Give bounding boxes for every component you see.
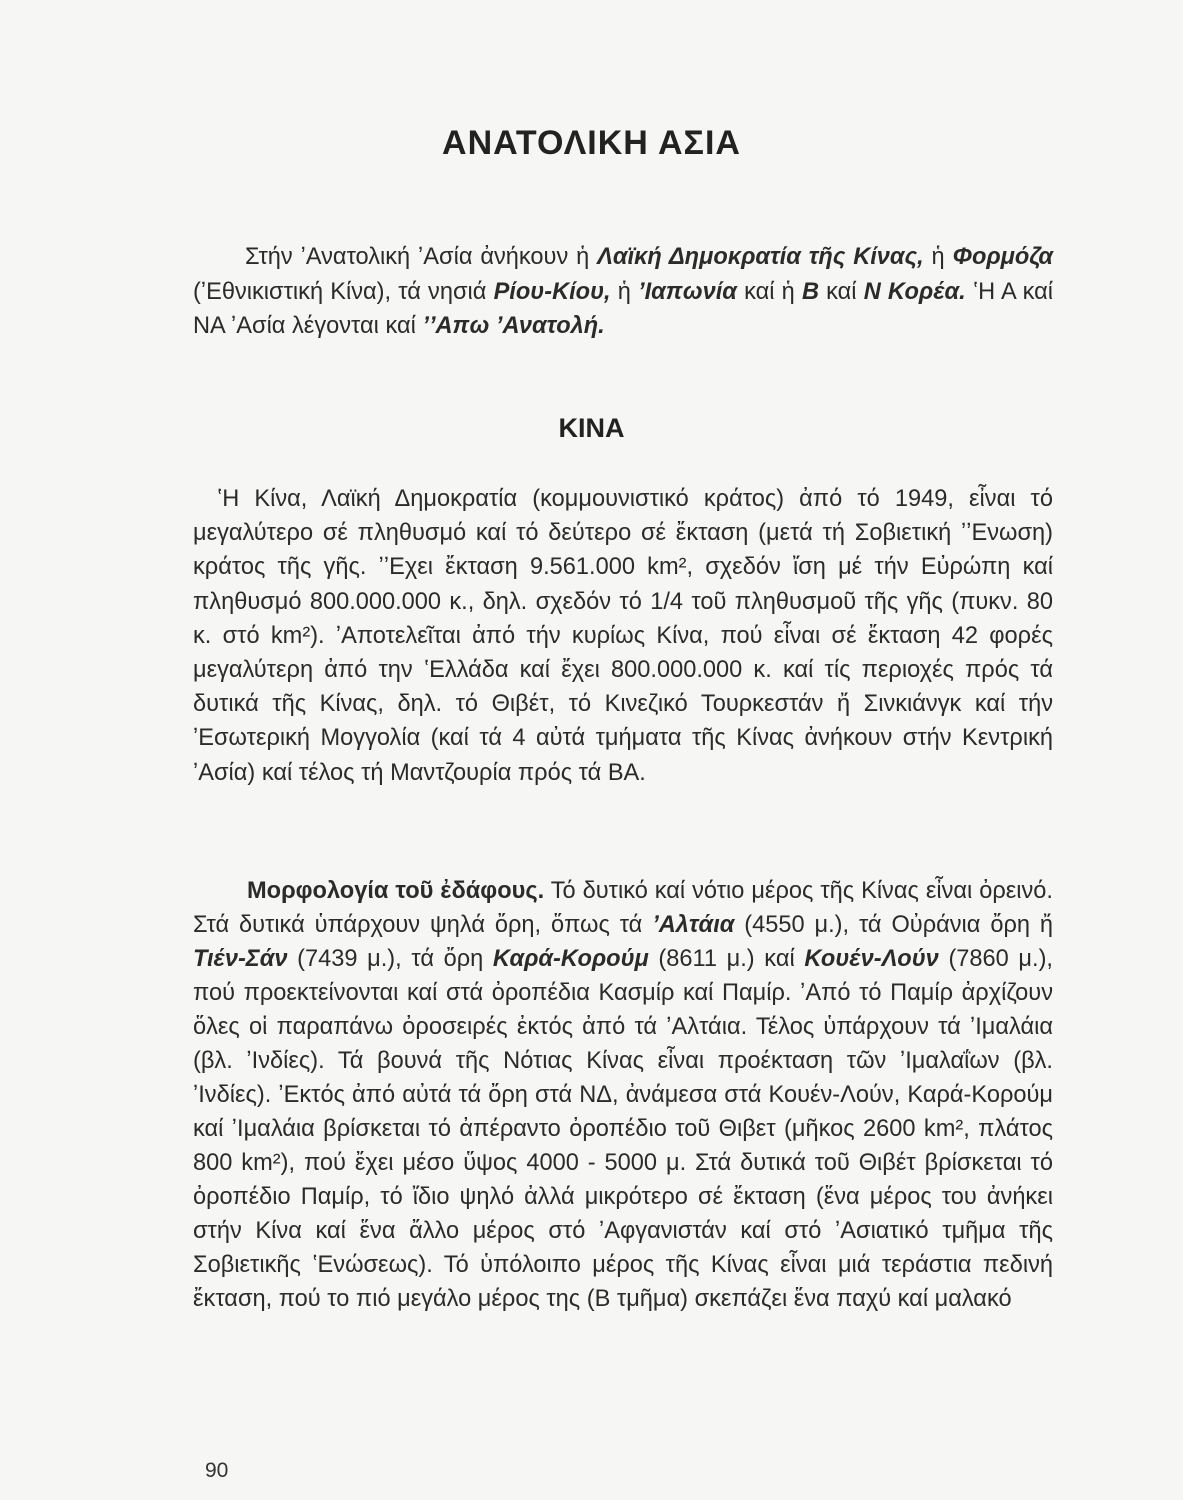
morphology-emphasis: Κουέν-Λούν bbox=[804, 946, 939, 972]
morphology-emphasis: ʼΑλτάια bbox=[652, 912, 735, 938]
morphology-text: Τό δυτικό καί νότιο μέρος τῆς Κίνας εἶναι ὀρεινό. Στά δυτικά ὑπάρχουν ψηλά ὄρη, ὅπως τά bbox=[193, 878, 1053, 938]
page-title: ΑΝΑΤΟΛΙΚΗ ΑΣΙΑ bbox=[442, 124, 741, 162]
intro-text: (ʼΕθνικιστική Κίνα), τά νησιά bbox=[193, 278, 494, 305]
intro-text: ἡ bbox=[610, 278, 639, 305]
morphology-heading: Μορφολογία τοῦ ἐδάφους. bbox=[247, 878, 545, 904]
intro-emphasis: Β bbox=[801, 278, 819, 305]
intro-text: καί bbox=[818, 278, 864, 305]
intro-emphasis: Ρίου-Κίου, bbox=[493, 278, 611, 305]
intro-emphasis: Λαϊκή Δημοκρατία τῆς Κίνας, bbox=[597, 244, 924, 270]
intro-emphasis: ʼʼΑπω ʼΑνατολή. bbox=[422, 313, 605, 339]
section-title: ΚΙΝΑ bbox=[558, 413, 625, 443]
intro-emphasis: Ν Κορέα. bbox=[863, 278, 966, 305]
china-paragraph: ʽΗ Κίνα, Λαϊκή Δημοκρατία (κομμουνιστικό κράτος) ἀπό τό 1949, εἶναι τό μεγαλύτερο σέ πληθυσμό καί τό δεύτερο σέ ἔκταση (μετά τή Σοβιετική ʼʼΕνωση) κράτος τῆς γῆς. ʼʼΕχει ἔκταση 9.561.000 km², σχεδόν ἴση μέ τήν Εὐρώπη καί πληθυσμό 800.000.000 κ., δηλ. σχεδόν τό 1/4 τοῦ πληθυσμοῦ τῆς γῆς (πυκν. 80 κ. στό km²). ʼΑποτελεῖται ἀπό τήν κυρίως Κίνα, πού εἶναι σέ ἔκταση 42 φορές μεγαλύτερη ἀπό την ʽΕλλάδα καί ἔχει 800.000.000 κ. καί τίς περιοχές πρός τά δυτικά τῆς Κίνας, δηλ. τό Θιβέτ, τό Κινεζικό Τουρκεστάν ἤ Σινκιάνγκ καί τήν ʼΕσωτερική Μογγολία (καί τά 4 αὐτά τμήματα τῆς Κίνας ἀνήκουν στήν Κεντρική ʼΑσία) καί τέλος τή Μαντζουρία πρός τά ΒΑ. bbox=[193, 486, 1053, 786]
morphology-text: (4550 μ.), τά Οὐράνια ὄρη ἤ bbox=[734, 912, 1053, 938]
page-number: 90 bbox=[205, 1459, 229, 1482]
intro-paragraph bbox=[193, 240, 1053, 344]
morphology-emphasis: Τιέν-Σάν bbox=[193, 946, 288, 972]
morphology-text: (7439 μ.), τά ὄρη bbox=[287, 946, 493, 972]
intro-text: ἡ bbox=[923, 244, 953, 270]
intro-emphasis: Φορμόζα bbox=[952, 244, 1053, 270]
intro-text: Στήν ʼΑνατολική ʼΑσία ἀνήκουν ἡ bbox=[245, 244, 598, 270]
intro-emphasis: ʼΙαπωνία bbox=[638, 278, 737, 305]
morphology-emphasis: Καρά-Κορούμ bbox=[492, 946, 649, 972]
intro-text: ʽΗ Α καί ΝΑ ʼΑσία λέγονται καί bbox=[193, 278, 1053, 339]
morphology-text: (8611 μ.) καί bbox=[648, 946, 805, 972]
morphology-text: (7860 μ.), πού προεκτείνονται καί στά ὀροπέδια Κασμίρ καί Παμίρ. ʼΑπό τό Παμίρ ἀρχίζουν ὅλες οἱ παραπάνω ὀροσειρές ἐκτός ἀπό τά ʼΑλτάια. Τέλος ὑπάρχουν τά ʼΙμαλάια (βλ. ʼΙνδίες). Τά βουνά τῆς Νότιας Κίνας εἶναι προέκταση τῶν ʼΙμαλαΐων (βλ. ʼΙνδίες). ʼΕκτός ἀπό αὐτά τά ὄρη στά ΝΔ, ἀνάμεσα στά Κουέν-Λούν, Καρά-Κορούμ καί ʼΙμαλάια βρίσκεται τό ἀπέραντο ὀροπέδιο τοῦ Θιβετ (μῆκος 2600 km², πλάτος 800 km²), πού ἔχει μέσο ὕψος 4000 - 5000 μ. Στά δυτικά τοῦ Θιβέτ βρίσκεται τό ὀροπέδιο Παμίρ, τό ἴδιο ψηλό ἀλλά μικρότερο σέ ἔκταση (ἕνα μέρος του ἀνήκει στήν Κίνα καί ἕνα ἄλλο μέρος στό ʼΑφγανιστάν καί στό ʼΑσιατικό τμῆμα τῆς Σοβιετικῆς ʽΕνώσεως). Τό ὑπόλοιπο μέρος τῆς Κίνας εἶναι μιά τεράστια πεδινή ἔκταση, πού το πιό μεγάλο μέρος της (Β τμῆμα) σκεπάζει ἕνα παχύ καί μαλακό bbox=[193, 946, 1053, 1312]
morphology-paragraph bbox=[193, 874, 1053, 1316]
intro-text: καί ἡ bbox=[736, 278, 802, 305]
